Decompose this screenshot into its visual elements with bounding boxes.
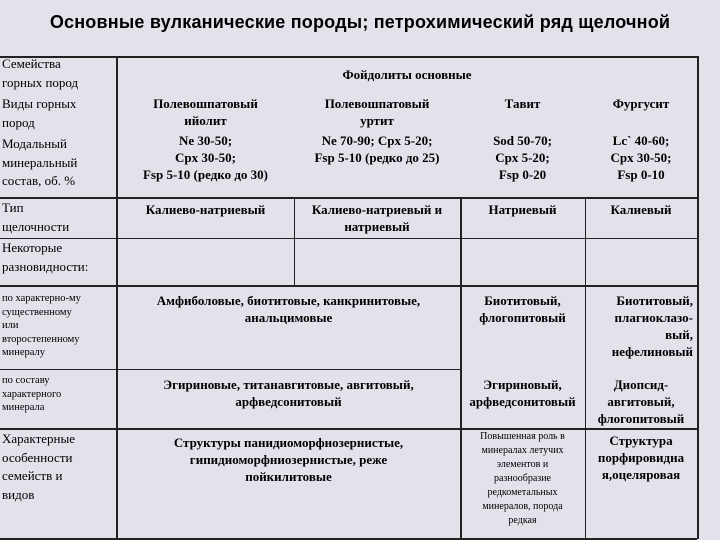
table-line: [0, 285, 697, 287]
species-alkalinity: Калиево-натриевый и натриевый: [311, 202, 443, 234]
table-line: [0, 538, 697, 540]
species-alkalinity: Калиевый: [610, 202, 672, 217]
table-line: [0, 428, 697, 430]
species-name: Полевошпатовый уртит: [324, 96, 430, 128]
species-label: Виды горных пород: [2, 96, 77, 130]
table-line: [697, 56, 699, 539]
species-composition: Ne 30-50; Cpx 30-50; Fsp 5-10 (редко до 30): [142, 133, 269, 182]
varieties-label: Некоторые разновидности:: [2, 240, 89, 274]
table-line: [0, 56, 697, 58]
by-mineral-label: по характерно-му существенному или второстепенному минералу: [2, 293, 81, 358]
by-composition-ijolite-urtite: Эгириновые, титанавгитовые, авгитовый, арфведсонитовый: [163, 377, 414, 409]
species-name: Полевошпатовый ийолит: [153, 96, 258, 128]
species-alkalinity: Калиево-натриевый: [145, 202, 266, 217]
by-mineral-tavite: Биотитовый, флогопитовый: [479, 293, 566, 325]
by-composition-label: по составу характерного минерала: [2, 375, 62, 413]
alkalinity-label: Тип щелочности: [2, 200, 70, 234]
by-composition-fergusite: Диопсид- авгитовый, флогопитовый: [597, 377, 685, 426]
families-label: Семейства горных пород: [2, 56, 79, 90]
features-label: Характерные особенности семейств и видов: [2, 431, 75, 502]
modal-composition-label: Модальный минеральный состав, об. %: [2, 136, 78, 188]
by-mineral-fergusite: Биотитовый, плагиоклазо- вый, нефелиновый: [611, 293, 693, 359]
table-line: [0, 369, 460, 370]
features-ijolite-urtite: Структуры панидиоморфнозернистые, гипидиоморфниозернистые, реже пойкилитовые: [173, 435, 404, 484]
features-fergusite: Структура порфировидна я,оцеляровая: [597, 433, 685, 482]
species-name: Тавит: [504, 96, 541, 111]
species-composition: Lc` 40-60; Cpx 30-50; Fsp 0-10: [610, 133, 672, 182]
features-tavite: Повышенная роль в минералах летучих элементов и разнообразие редкометальных минералов, порода редкая: [480, 431, 565, 526]
page-title: Основные вулканические породы; петрохимический ряд щелочной: [49, 12, 671, 32]
table-line: [0, 238, 697, 239]
species-alkalinity: Натриевый: [488, 202, 557, 217]
species-name: Фургусит: [612, 96, 670, 111]
foidolites-header: Фойдолиты основные: [342, 67, 472, 82]
table-line: [585, 197, 586, 539]
by-mineral-ijolite-urtite: Амфиболовые, биотитовые, канкринитовые, анальцимовые: [156, 293, 421, 325]
species-composition: Ne 70-90; Cpx 5-20; Fsp 5-10 (редко до 25): [314, 133, 440, 165]
table-line: [0, 197, 697, 199]
species-composition: Sod 50-70; Cpx 5-20; Fsp 0-20: [493, 133, 552, 182]
by-composition-tavite: Эгириновый, арфведсонитовый: [469, 377, 576, 409]
